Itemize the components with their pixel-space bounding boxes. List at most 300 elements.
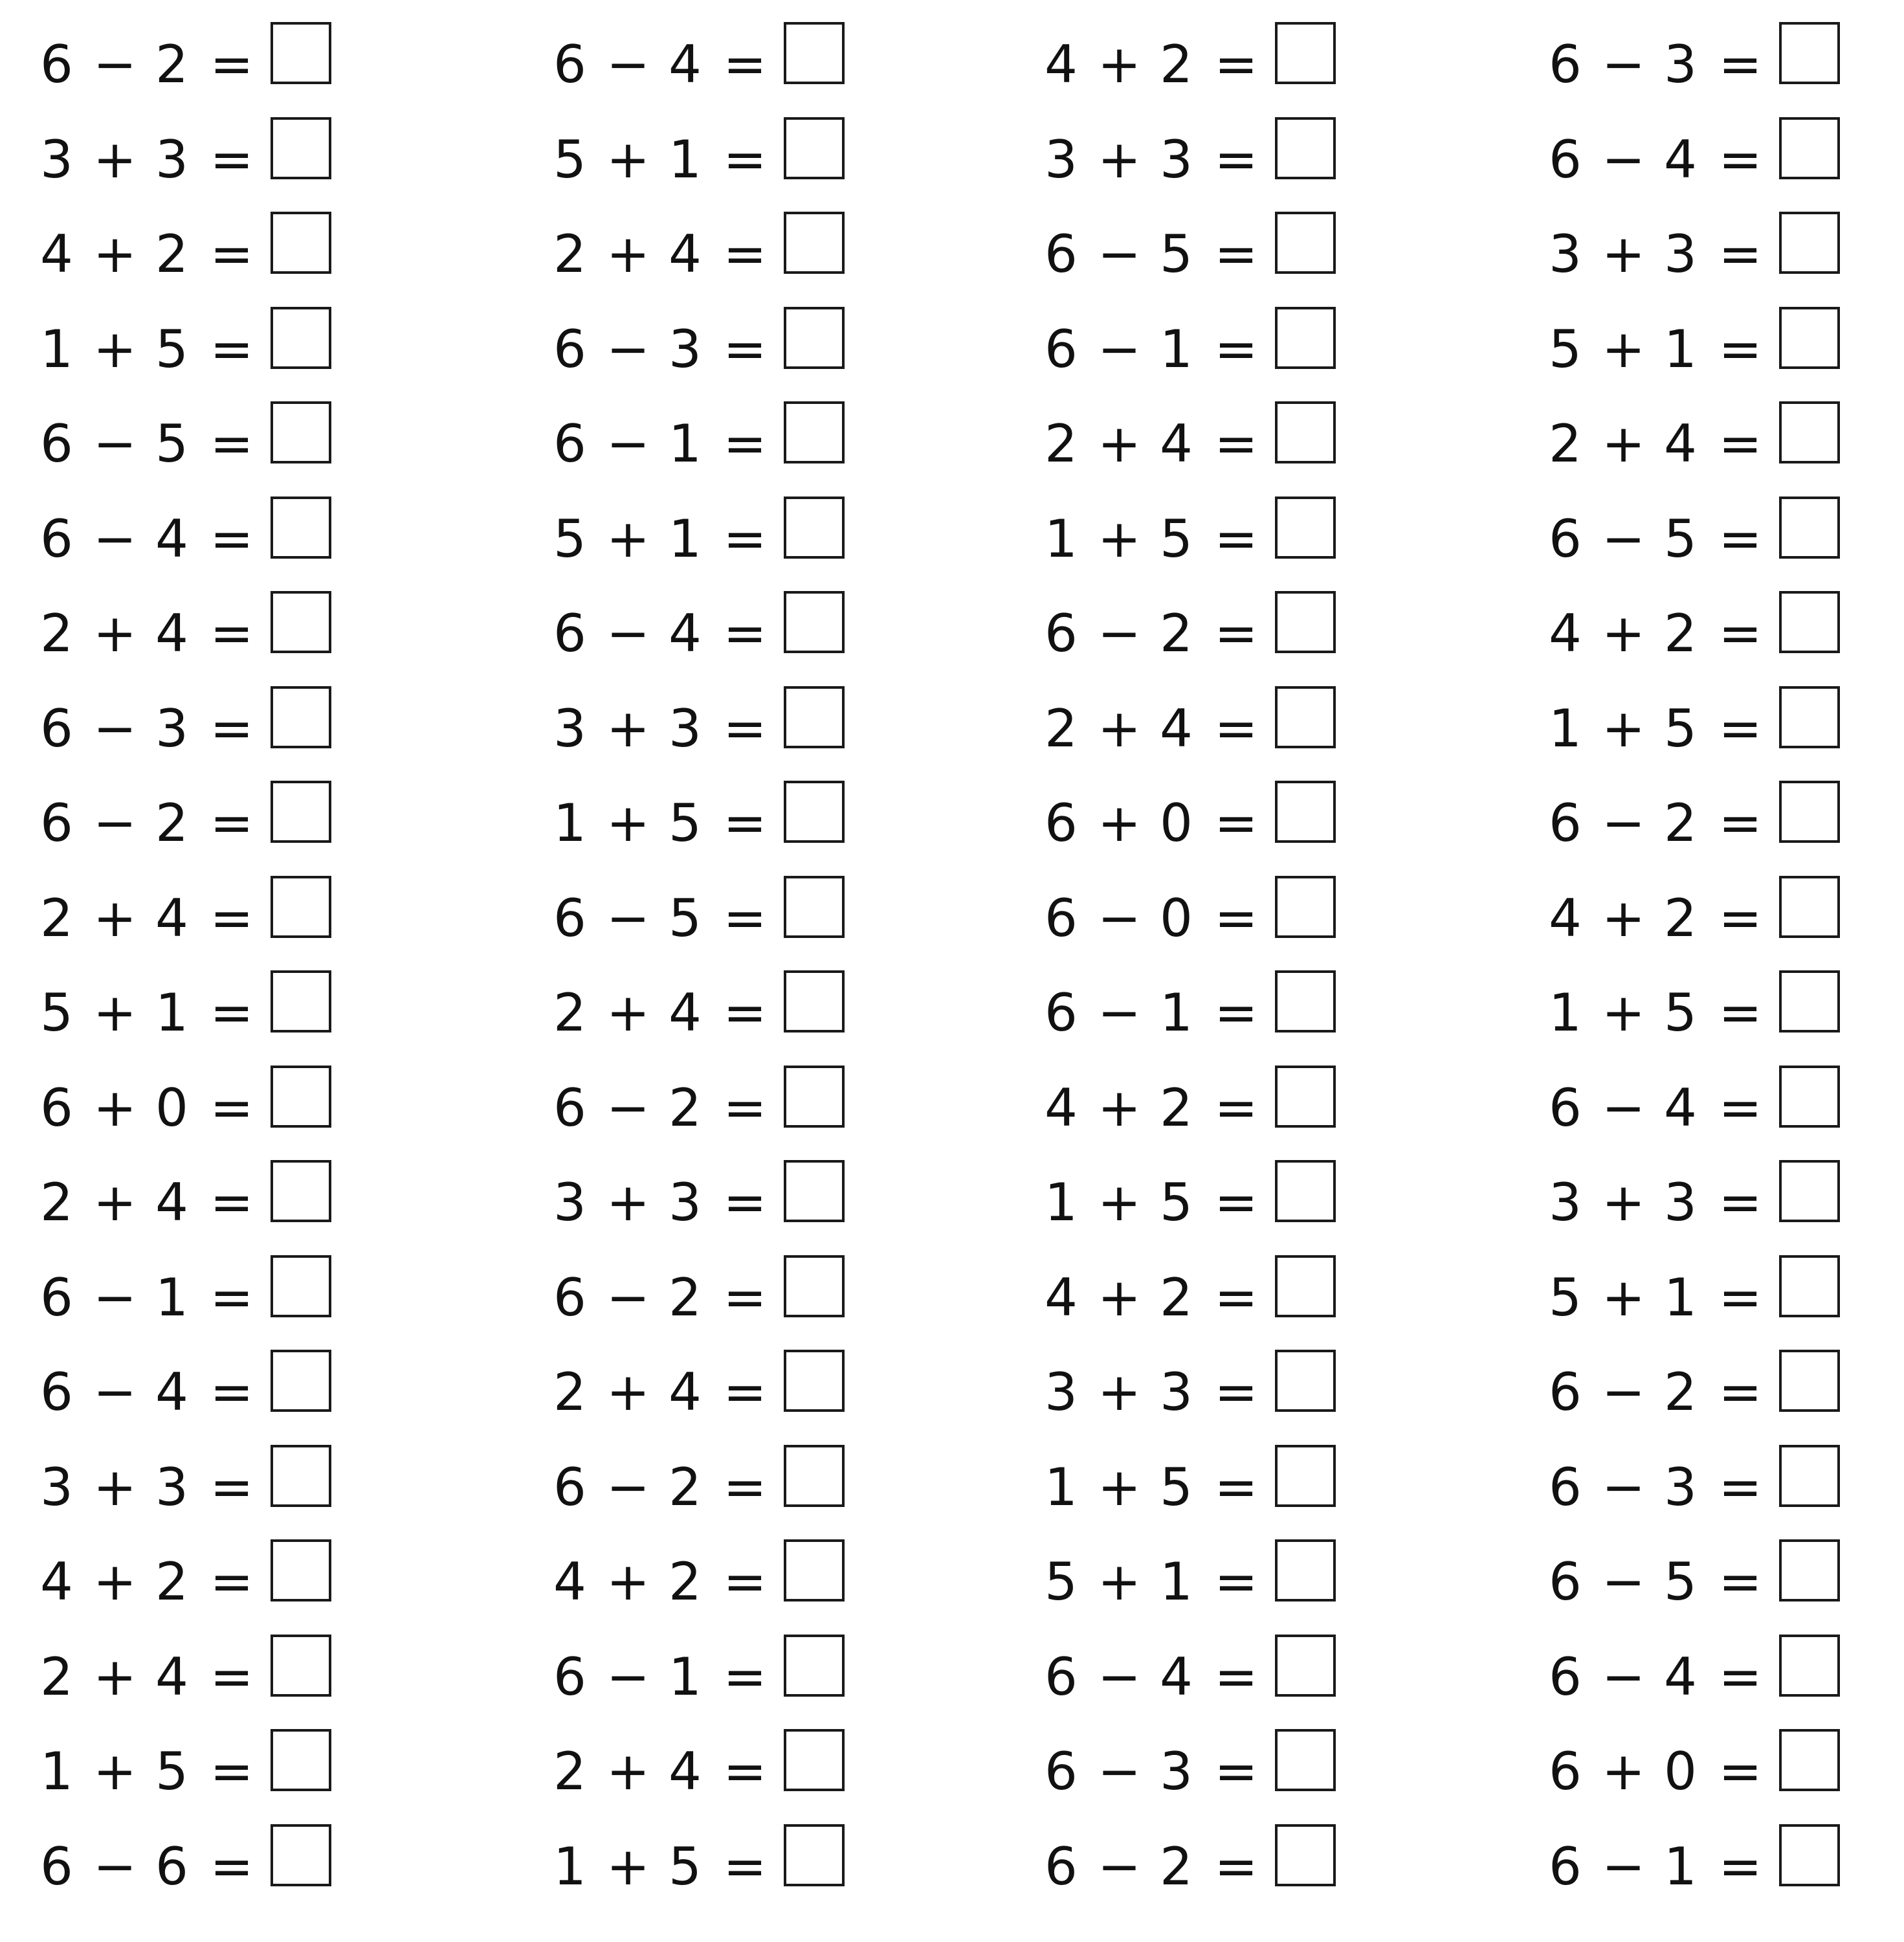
- problem-row: [1045, 1725, 1407, 1820]
- answer-box[interactable]: [1275, 876, 1336, 938]
- operand-left: 3: [553, 698, 586, 759]
- equals-sign: =: [1214, 698, 1258, 759]
- operator-sign: +: [93, 1741, 137, 1802]
- operand-left: 2: [40, 1646, 73, 1707]
- problem-row: [1045, 18, 1407, 113]
- problem-row: [553, 493, 916, 588]
- answer-box[interactable]: [1779, 401, 1840, 463]
- answer-box[interactable]: [1275, 1255, 1336, 1317]
- problem-row: [1549, 777, 1904, 872]
- operator-sign: −: [93, 508, 137, 569]
- operand-right: 3: [155, 129, 188, 190]
- answer-box[interactable]: [784, 591, 845, 653]
- operand-right: 4: [1664, 129, 1697, 190]
- equals-sign: =: [1214, 414, 1258, 474]
- operand-left: 4: [1045, 1267, 1078, 1328]
- answer-box[interactable]: [784, 686, 845, 748]
- operand-right: 4: [669, 1362, 702, 1422]
- operator-sign: +: [1098, 793, 1142, 853]
- problem-row: [1549, 1631, 1904, 1726]
- operand-right: 4: [669, 603, 702, 664]
- operator-sign: −: [1602, 1552, 1646, 1612]
- answer-box[interactable]: [1275, 1729, 1336, 1791]
- operand-right: 2: [669, 1077, 702, 1138]
- answer-box[interactable]: [1275, 212, 1336, 274]
- equals-sign: =: [723, 129, 767, 190]
- operand-right: 1: [155, 983, 188, 1043]
- problem-row: [1045, 208, 1407, 303]
- problem-row: [40, 397, 403, 493]
- column-2: [553, 18, 916, 1915]
- operand-right: 4: [669, 34, 702, 95]
- answer-box[interactable]: [1275, 1066, 1336, 1128]
- problem-row: [40, 966, 403, 1062]
- operand-right: 2: [155, 34, 188, 95]
- equals-sign: =: [1214, 34, 1258, 95]
- operand-left: 5: [40, 983, 73, 1043]
- operand-right: 3: [669, 1172, 702, 1233]
- equals-sign: =: [723, 34, 767, 95]
- problem-row: [1045, 1156, 1407, 1251]
- operand-right: 1: [669, 129, 702, 190]
- operand-left: 2: [40, 887, 73, 948]
- equals-sign: =: [210, 224, 254, 284]
- problem-row: [1549, 113, 1904, 208]
- answer-box[interactable]: [271, 22, 331, 84]
- problem-row: [40, 493, 403, 588]
- equals-sign: =: [723, 1172, 767, 1233]
- answer-box[interactable]: [1779, 876, 1840, 938]
- problem-row: [1045, 587, 1407, 682]
- operator-sign: +: [1098, 698, 1142, 759]
- answer-box[interactable]: [784, 781, 845, 843]
- answer-box[interactable]: [1779, 1255, 1840, 1317]
- answer-box[interactable]: [784, 307, 845, 369]
- operand-left: 6: [553, 414, 586, 474]
- equals-sign: =: [723, 414, 767, 474]
- equals-sign: =: [1214, 1836, 1258, 1897]
- operand-left: 6: [1549, 1552, 1582, 1612]
- answer-box[interactable]: [784, 1066, 845, 1128]
- answer-box[interactable]: [271, 876, 331, 938]
- answer-box[interactable]: [784, 1539, 845, 1602]
- operator-sign: −: [606, 1456, 650, 1517]
- answer-box[interactable]: [1779, 497, 1840, 559]
- operator-sign: −: [1098, 603, 1142, 664]
- operand-right: 4: [155, 1172, 188, 1233]
- answer-box[interactable]: [1779, 970, 1840, 1032]
- operator-sign: +: [1602, 1741, 1646, 1802]
- answer-box[interactable]: [1275, 117, 1336, 179]
- equals-sign: =: [723, 1741, 767, 1802]
- problem-row: [1549, 493, 1904, 588]
- equals-sign: =: [1214, 793, 1258, 853]
- operator-sign: +: [1602, 698, 1646, 759]
- operand-right: 1: [669, 508, 702, 569]
- answer-box[interactable]: [1275, 781, 1336, 843]
- problem-row: [40, 1631, 403, 1726]
- operand-left: 6: [1045, 983, 1078, 1043]
- problem-row: [40, 303, 403, 398]
- answer-box[interactable]: [1275, 686, 1336, 748]
- problem-row: [553, 872, 916, 967]
- answer-box[interactable]: [1779, 686, 1840, 748]
- operator-sign: −: [606, 34, 650, 95]
- operator-sign: −: [93, 34, 137, 95]
- equals-sign: =: [210, 983, 254, 1043]
- operand-left: 2: [40, 603, 73, 664]
- operand-left: 3: [1045, 129, 1078, 190]
- operand-left: 1: [1549, 983, 1582, 1043]
- problem-row: [40, 587, 403, 682]
- answer-box[interactable]: [1779, 1729, 1840, 1791]
- answer-box[interactable]: [1779, 1635, 1840, 1697]
- operand-right: 4: [669, 1741, 702, 1802]
- operand-right: 2: [1160, 1267, 1193, 1328]
- answer-box[interactable]: [784, 401, 845, 463]
- answer-box[interactable]: [271, 591, 331, 653]
- problem-row: [40, 208, 403, 303]
- operand-left: 3: [40, 129, 73, 190]
- operand-right: 2: [1160, 603, 1193, 664]
- operand-right: 1: [155, 1267, 188, 1328]
- operator-sign: −: [1602, 34, 1646, 95]
- problem-row: [553, 1251, 916, 1346]
- operand-right: 5: [155, 1741, 188, 1802]
- operator-sign: −: [1098, 224, 1142, 284]
- operand-left: 6: [1045, 887, 1078, 948]
- operand-left: 5: [1549, 1267, 1582, 1328]
- answer-box[interactable]: [1779, 1160, 1840, 1222]
- problem-row: [1549, 1346, 1904, 1441]
- operator-sign: +: [1098, 1552, 1142, 1612]
- problem-row: [40, 1062, 403, 1157]
- problem-row: [40, 1535, 403, 1631]
- operand-right: 3: [1664, 1172, 1697, 1233]
- answer-box[interactable]: [784, 876, 845, 938]
- answer-box[interactable]: [1779, 591, 1840, 653]
- operand-right: 1: [1160, 318, 1193, 379]
- operand-left: 5: [1549, 318, 1582, 379]
- answer-box[interactable]: [784, 117, 845, 179]
- operand-right: 1: [669, 1646, 702, 1707]
- problem-row: [1549, 1535, 1904, 1631]
- operand-left: 6: [1549, 1456, 1582, 1517]
- operand-right: 4: [155, 1646, 188, 1707]
- answer-box[interactable]: [271, 781, 331, 843]
- operator-sign: −: [1602, 1077, 1646, 1138]
- operator-sign: −: [606, 1646, 650, 1707]
- operator-sign: −: [606, 887, 650, 948]
- operand-left: 6: [1045, 318, 1078, 379]
- operator-sign: +: [1098, 1456, 1142, 1517]
- operand-right: 3: [1664, 34, 1697, 95]
- equals-sign: =: [1718, 793, 1762, 853]
- problem-row: [553, 777, 916, 872]
- operand-right: 0: [155, 1077, 188, 1138]
- operand-right: 3: [155, 1456, 188, 1517]
- equals-sign: =: [1718, 224, 1762, 284]
- operand-left: 1: [40, 318, 73, 379]
- answer-box[interactable]: [1779, 307, 1840, 369]
- equals-sign: =: [210, 603, 254, 664]
- answer-box[interactable]: [1275, 1635, 1336, 1697]
- operand-left: 6: [553, 887, 586, 948]
- equals-sign: =: [210, 1741, 254, 1802]
- answer-box[interactable]: [784, 212, 845, 274]
- answer-box[interactable]: [1275, 970, 1336, 1032]
- problem-row: [1549, 18, 1904, 113]
- operand-right: 3: [1160, 129, 1193, 190]
- answer-box[interactable]: [1779, 22, 1840, 84]
- operator-sign: −: [1098, 318, 1142, 379]
- operand-left: 3: [1549, 224, 1582, 284]
- equals-sign: =: [210, 1836, 254, 1897]
- equals-sign: =: [723, 698, 767, 759]
- equals-sign: =: [723, 1077, 767, 1138]
- equals-sign: =: [1214, 1172, 1258, 1233]
- operator-sign: +: [93, 983, 137, 1043]
- answer-box[interactable]: [1779, 781, 1840, 843]
- operand-right: 1: [1160, 983, 1193, 1043]
- answer-box[interactable]: [1779, 1066, 1840, 1128]
- operator-sign: +: [1602, 224, 1646, 284]
- answer-box[interactable]: [1779, 117, 1840, 179]
- operand-left: 1: [553, 1836, 586, 1897]
- equals-sign: =: [1718, 318, 1762, 379]
- equals-sign: =: [210, 1456, 254, 1517]
- operand-left: 6: [1549, 1362, 1582, 1422]
- problem-row: [1045, 303, 1407, 398]
- operator-sign: −: [1602, 129, 1646, 190]
- equals-sign: =: [1718, 1741, 1762, 1802]
- answer-box[interactable]: [784, 22, 845, 84]
- answer-box[interactable]: [271, 212, 331, 274]
- equals-sign: =: [1214, 1741, 1258, 1802]
- answer-box[interactable]: [1275, 1445, 1336, 1507]
- operand-left: 2: [40, 1172, 73, 1233]
- answer-box[interactable]: [271, 1445, 331, 1507]
- answer-box[interactable]: [1275, 1160, 1336, 1222]
- operand-left: 6: [553, 318, 586, 379]
- answer-box[interactable]: [271, 1255, 331, 1317]
- operator-sign: −: [1602, 1836, 1646, 1897]
- answer-box[interactable]: [784, 1729, 845, 1791]
- operator-sign: −: [606, 414, 650, 474]
- answer-box[interactable]: [1275, 1539, 1336, 1602]
- problem-row: [553, 1346, 916, 1441]
- answer-box[interactable]: [1779, 212, 1840, 274]
- problem-row: [1549, 1820, 1904, 1915]
- equals-sign: =: [1718, 34, 1762, 95]
- equals-sign: =: [210, 414, 254, 474]
- answer-box[interactable]: [271, 401, 331, 463]
- operand-left: 2: [553, 1362, 586, 1422]
- operand-right: 4: [155, 887, 188, 948]
- operand-right: 2: [1664, 887, 1697, 948]
- answer-box[interactable]: [271, 307, 331, 369]
- problem-row: [553, 966, 916, 1062]
- problem-row: [40, 1441, 403, 1536]
- answer-box[interactable]: [784, 1445, 845, 1507]
- operator-sign: −: [1098, 983, 1142, 1043]
- answer-box[interactable]: [1779, 1445, 1840, 1507]
- operand-left: 6: [1549, 793, 1582, 853]
- problem-row: [40, 1820, 403, 1915]
- answer-box[interactable]: [271, 1729, 331, 1791]
- answer-box[interactable]: [784, 1824, 845, 1886]
- operator-sign: +: [1602, 887, 1646, 948]
- operand-right: 2: [1664, 1362, 1697, 1422]
- operand-right: 5: [1664, 1552, 1697, 1612]
- problem-row: [40, 1251, 403, 1346]
- problem-row: [1549, 872, 1904, 967]
- operand-left: 6: [40, 414, 73, 474]
- operator-sign: +: [93, 129, 137, 190]
- problem-row: [1549, 1062, 1904, 1157]
- answer-box[interactable]: [1275, 1824, 1336, 1886]
- equals-sign: =: [1718, 983, 1762, 1043]
- answer-box[interactable]: [271, 497, 331, 559]
- equals-sign: =: [1214, 224, 1258, 284]
- answer-box[interactable]: [784, 497, 845, 559]
- answer-box[interactable]: [1779, 1539, 1840, 1602]
- problem-row: [40, 872, 403, 967]
- problem-row: [1045, 777, 1407, 872]
- operand-left: 6: [1549, 129, 1582, 190]
- operand-right: 0: [1664, 1741, 1697, 1802]
- operator-sign: −: [1602, 508, 1646, 569]
- operand-right: 4: [669, 224, 702, 284]
- equals-sign: =: [210, 1077, 254, 1138]
- problem-row: [1045, 966, 1407, 1062]
- operand-right: 3: [1664, 1456, 1697, 1517]
- operand-left: 6: [1045, 1741, 1078, 1802]
- operator-sign: −: [93, 698, 137, 759]
- equals-sign: =: [723, 1552, 767, 1612]
- operand-right: 3: [669, 318, 702, 379]
- answer-box[interactable]: [1779, 1824, 1840, 1886]
- answer-box[interactable]: [271, 1066, 331, 1128]
- operand-left: 3: [1045, 1362, 1078, 1422]
- operand-left: 6: [40, 34, 73, 95]
- equals-sign: =: [1718, 887, 1762, 948]
- operand-right: 5: [1664, 983, 1697, 1043]
- equals-sign: =: [210, 1362, 254, 1422]
- operand-right: 2: [155, 1552, 188, 1612]
- answer-box[interactable]: [784, 1255, 845, 1317]
- problem-row: [1045, 1631, 1407, 1726]
- operand-right: 5: [1664, 698, 1697, 759]
- problem-row: [553, 113, 916, 208]
- problem-row: [553, 682, 916, 777]
- operand-left: 6: [553, 1456, 586, 1517]
- answer-box[interactable]: [271, 117, 331, 179]
- operand-right: 4: [155, 603, 188, 664]
- answer-box[interactable]: [784, 970, 845, 1032]
- operand-right: 2: [1664, 603, 1697, 664]
- operator-sign: +: [1602, 318, 1646, 379]
- operator-sign: −: [606, 1267, 650, 1328]
- operand-right: 5: [155, 414, 188, 474]
- operand-right: 0: [1160, 793, 1193, 853]
- equals-sign: =: [1214, 1267, 1258, 1328]
- problem-row: [1045, 113, 1407, 208]
- answer-box[interactable]: [1275, 307, 1336, 369]
- operator-sign: +: [1098, 1267, 1142, 1328]
- problem-row: [1045, 397, 1407, 493]
- operator-sign: −: [93, 1836, 137, 1897]
- operand-right: 2: [1160, 34, 1193, 95]
- operand-right: 2: [155, 793, 188, 853]
- answer-box[interactable]: [1275, 1350, 1336, 1412]
- operand-left: 4: [1549, 603, 1582, 664]
- answer-box[interactable]: [271, 1160, 331, 1222]
- operator-sign: +: [606, 1172, 650, 1233]
- operand-right: 4: [155, 1362, 188, 1422]
- answer-box[interactable]: [271, 1350, 331, 1412]
- operator-sign: −: [1098, 1646, 1142, 1707]
- operand-right: 4: [1160, 414, 1193, 474]
- operand-left: 6: [553, 603, 586, 664]
- answer-box[interactable]: [1275, 497, 1336, 559]
- equals-sign: =: [210, 698, 254, 759]
- answer-box[interactable]: [271, 1539, 331, 1602]
- equals-sign: =: [1718, 1172, 1762, 1233]
- operand-right: 4: [1664, 1646, 1697, 1707]
- answer-box[interactable]: [784, 1635, 845, 1697]
- operand-left: 1: [1549, 698, 1582, 759]
- problem-row: [1045, 1251, 1407, 1346]
- equals-sign: =: [723, 508, 767, 569]
- operand-left: 2: [553, 224, 586, 284]
- operand-left: 6: [40, 1077, 73, 1138]
- answer-box[interactable]: [1275, 22, 1336, 84]
- answer-box[interactable]: [271, 1824, 331, 1886]
- operator-sign: +: [1098, 1362, 1142, 1422]
- equals-sign: =: [723, 224, 767, 284]
- equals-sign: =: [1214, 129, 1258, 190]
- problem-row: [1045, 1535, 1407, 1631]
- answer-box[interactable]: [271, 686, 331, 748]
- answer-box[interactable]: [784, 1160, 845, 1222]
- operand-left: 2: [553, 983, 586, 1043]
- answer-box[interactable]: [271, 1635, 331, 1697]
- operator-sign: −: [93, 414, 137, 474]
- equals-sign: =: [1718, 414, 1762, 474]
- answer-box[interactable]: [1275, 591, 1336, 653]
- equals-sign: =: [723, 1267, 767, 1328]
- operand-right: 1: [1160, 1552, 1193, 1612]
- operand-right: 5: [1160, 224, 1193, 284]
- answer-box[interactable]: [271, 970, 331, 1032]
- answer-box[interactable]: [784, 1350, 845, 1412]
- operand-left: 4: [40, 1552, 73, 1612]
- operand-right: 5: [669, 793, 702, 853]
- problem-row: [1549, 682, 1904, 777]
- answer-box[interactable]: [1275, 401, 1336, 463]
- operator-sign: +: [1602, 1267, 1646, 1328]
- operator-sign: +: [606, 1552, 650, 1612]
- problem-row: [553, 587, 916, 682]
- equals-sign: =: [210, 34, 254, 95]
- answer-box[interactable]: [1779, 1350, 1840, 1412]
- equals-sign: =: [210, 318, 254, 379]
- equals-sign: =: [723, 318, 767, 379]
- problem-row: [553, 1631, 916, 1726]
- operand-left: 1: [553, 793, 586, 853]
- operand-right: 1: [1664, 318, 1697, 379]
